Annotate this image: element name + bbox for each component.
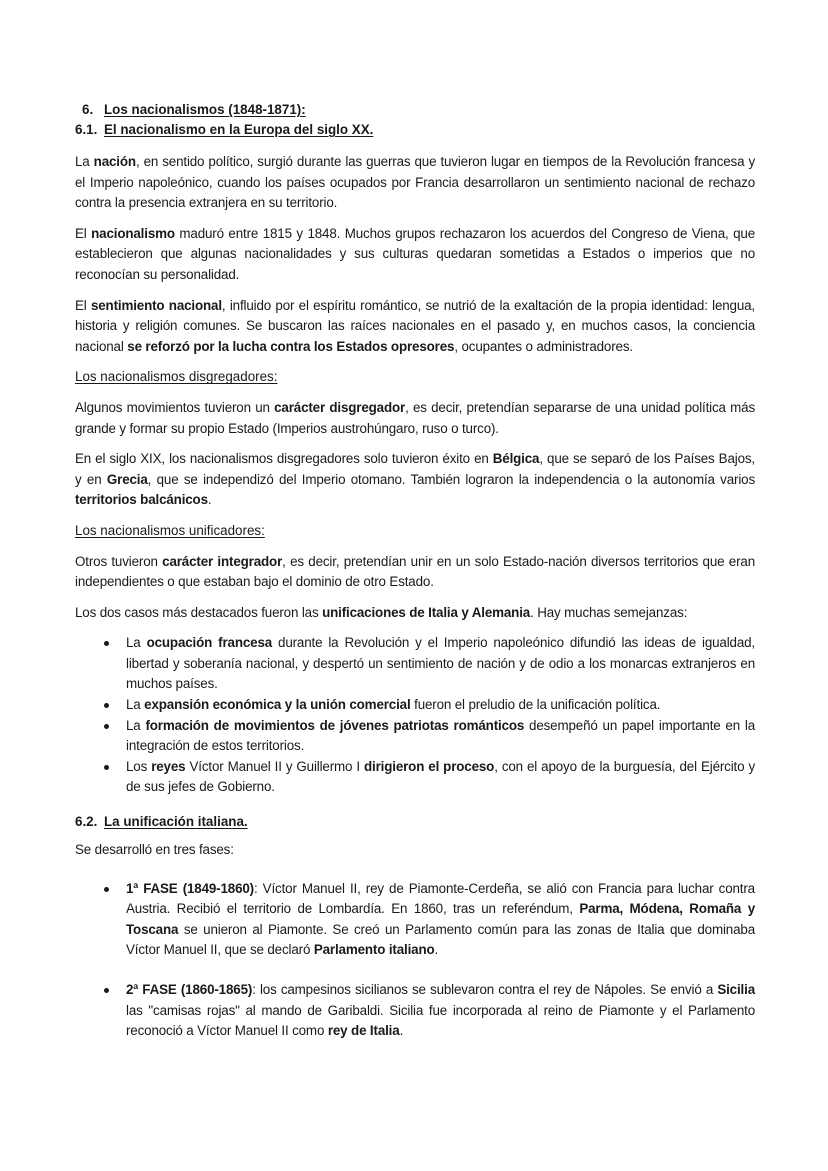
bold-text: Bélgica: [492, 451, 540, 467]
heading-title: El nacionalismo en la Europa del siglo XX.: [104, 122, 374, 137]
bold-text: rey de Italia: [327, 1023, 400, 1039]
paragraph: El sentimiento nacional, influido por el espíritu romántico, se nutrió de la exaltación de la propia identidad: lengua, historia y religión comunes. Se buscaron las raíces nacionales en el pasado y, en muchos casos, la conciencia nacional se reforzó por la lucha contra los Estados opresores, ocupantes o administradores.: [75, 297, 756, 354]
bold-text: unificaciones de Italia y Alemania: [322, 604, 531, 620]
bold-text: carácter integrador: [162, 553, 283, 569]
heading-number: 6.: [82, 102, 94, 117]
heading-number: 6.2.: [75, 814, 98, 830]
bold-text: sentimiento nacional: [90, 297, 222, 313]
list-item: 1ª FASE (1849-1860): Víctor Manuel II, rey de Piamonte-Cerdeña, se alió con Francia para luchar contra Austria. Recibió el territorio de Lombardía. En 1860, tras un referéndum, Parma, Módena, Romaña y Toscana se unieron al Piamonte. Se creó un Parlamento común para las zonas de Italia que dominaba Víctor Manuel II, que se declaró Parlamento italiano.: [75, 879, 755, 961]
paragraph: En el siglo XIX, los nacionalismos disgregadores solo tuvieron éxito en Bélgica, que se separó de los Países Bajos, y en Grecia, que se independizó del Imperio otomano. También lograron la independencia o la autonomía varios territorios balcánicos.: [75, 451, 755, 508]
bold-text: Parma, Módena, Romaña y Toscana: [126, 901, 755, 937]
list-item: La formación de movimientos de jóvenes patriotas románticos desempeñó un papel importante en la integración de estos territorios.: [75, 716, 755, 757]
bold-text: nacionalismo: [91, 225, 175, 241]
fases-list: [75, 879, 755, 1042]
subheading-unificadores: Los nacionalismos unificadores:: [75, 522, 265, 538]
bold-text: ocupación francesa: [146, 635, 273, 651]
paragraph: Se desarrolló en tres fases:: [75, 842, 234, 858]
bold-text: se reforzó por la lucha contra los Estados opresores: [127, 338, 455, 354]
bold-text: Parlamento italiano: [313, 942, 435, 958]
paragraph: La nación, en sentido político, surgió durante las guerras que tuvieron lugar en tiempos de la Revolución francesa y el Imperio napoleónico, cuando los países ocupados por Francia desarrollaron un sentimiento nacional de rechazo contra la presencia extranjera en su territorio.: [75, 154, 756, 211]
bold-text: carácter disgregador: [274, 399, 406, 415]
heading-section-6-2: [53, 812, 755, 832]
paragraph: El nacionalismo maduró entre 1815 y 1848. Muchos grupos rechazaron los acuerdos del Congreso de Viena, que establecieron que algunas nacionalidades y sus culturas quedaran sometidas a Estados o imperios que no reconocían su personalidad.: [75, 225, 755, 282]
paragraph: Los dos casos más destacados fueron las unificaciones de Italia y Alemania. Hay muchas semejanzas:: [75, 604, 688, 620]
heading-section-6: [53, 100, 755, 120]
heading-title: La unificación italiana.: [104, 814, 248, 830]
heading-title: Los nacionalismos (1848-1871):: [104, 102, 306, 117]
list-item: La ocupación francesa durante la Revolución y el Imperio napoleónico difundió las ideas de igualdad, libertad y soberanía nacional, y despertó un sentimiento de nación y de odio a los monarcas extranjeros en muchos países.: [75, 633, 755, 695]
bold-text: Sicilia: [717, 982, 755, 997]
list-item: 2ª FASE (1860-1865): los campesinos sicilianos se sublevaron contra el rey de Nápoles. Se envió a Sicilia las "camisas rojas" al mando de Garibaldi. Sicilia fue incorporada al reino de Piamonte y el Parlamento reconoció a Víctor Manuel II como rey de Italia.: [75, 980, 755, 1042]
list-item: Los reyes Víctor Manuel II y Guillermo I dirigieron el proceso, con el apoyo de la burguesía, del Ejército y de sus jefes de Gobierno.: [75, 757, 755, 798]
document-page: [75, 100, 755, 1061]
paragraph: Algunos movimientos tuvieron un carácter disgregador, es decir, pretendían separarse de una unidad política más grande y formar su propio Estado (Imperios austrohúngaro, ruso o turco).: [75, 399, 755, 436]
list-item: La expansión económica y la unión comercial fueron el preludio de la unificación política.: [75, 695, 755, 716]
heading-section-6-1: [53, 120, 755, 140]
bold-text: 1ª FASE (1849-1860): [126, 880, 254, 896]
bold-text: formación de movimientos de jóvenes patriotas románticos: [145, 717, 525, 733]
bold-text: expansión económica y la unión comercial: [144, 697, 411, 713]
bold-text: nación: [93, 154, 136, 169]
bold-text: dirigieron el proceso: [363, 758, 495, 774]
bold-text: reyes: [151, 758, 186, 774]
subheading-disgregadores: Los nacionalismos disgregadores:: [75, 369, 278, 385]
bold-text: 2ª FASE (1860-1865): [126, 982, 253, 997]
bold-text: Grecia: [106, 471, 148, 487]
heading-number: 6.1.: [75, 122, 98, 137]
semejanzas-list: [75, 633, 755, 798]
paragraph: Otros tuvieron carácter integrador, es decir, pretendían unir en un solo Estado-nación diversos territorios que eran independientes o que estaban bajo el dominio de otro Estado.: [75, 553, 755, 590]
bold-text: territorios balcánicos: [75, 492, 208, 508]
